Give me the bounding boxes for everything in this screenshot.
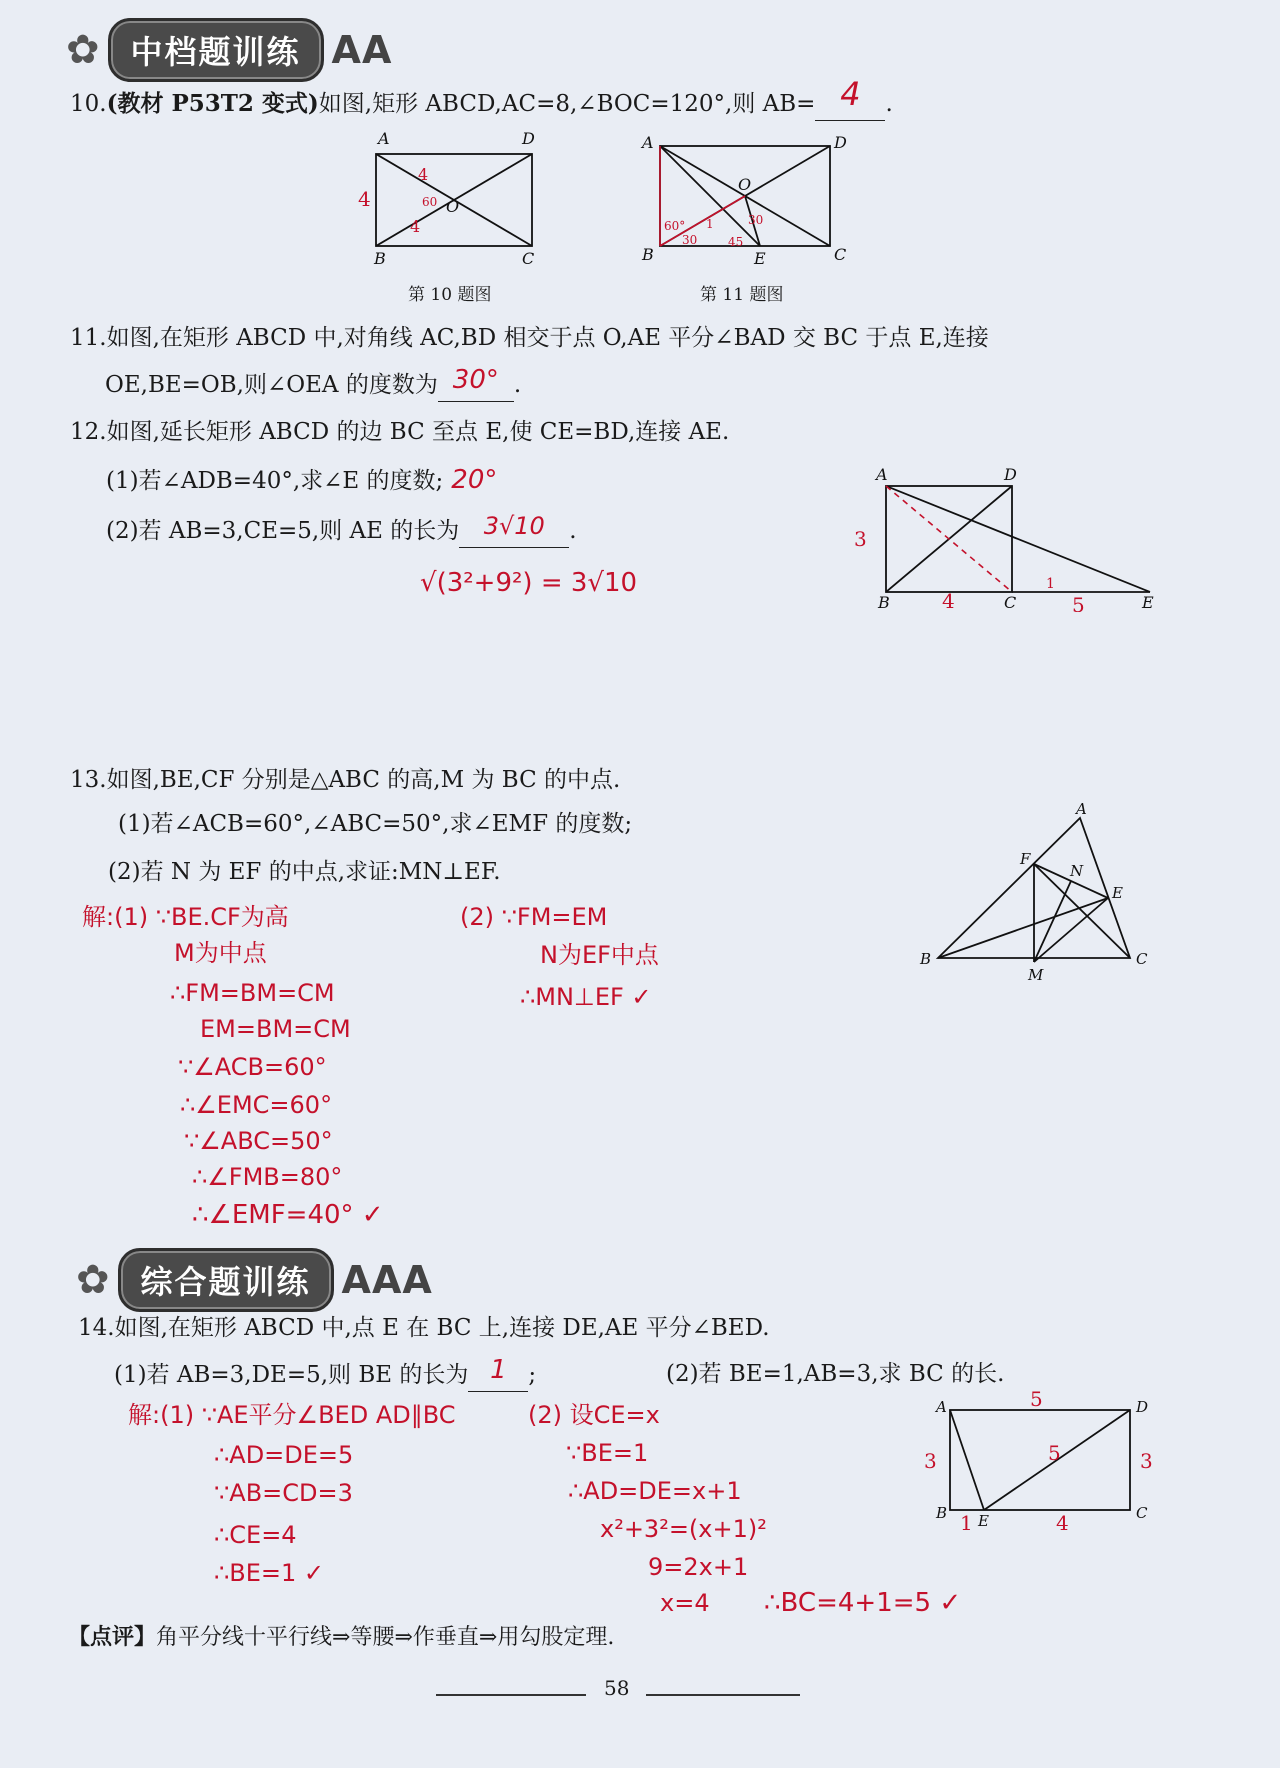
handwritten-work-13-1-line: M为中点 [174, 939, 267, 967]
label-e: E [1142, 593, 1154, 612]
label-a: A [936, 1398, 947, 1416]
note-ab: 3 [924, 1449, 937, 1473]
note-45: 45 [728, 235, 744, 249]
handwritten-work-14-2-line: x=4 [660, 1589, 710, 1617]
label-n: N [1070, 862, 1084, 880]
label-o: O [446, 197, 460, 216]
label-f: F [1020, 850, 1031, 868]
punct: . [885, 91, 893, 117]
note-1: 1 [706, 217, 714, 231]
comment [68, 1622, 614, 1654]
handwritten-work-14-2-line: 9=2x+1 [648, 1553, 749, 1581]
question-text: (1)若∠ADB=40°,求∠E 的度数; [106, 468, 444, 494]
note-de: 5 [1048, 1441, 1061, 1465]
section-title: 综合题训练 [118, 1248, 334, 1312]
label-b: B [920, 950, 932, 968]
question-13-part1 [118, 808, 632, 840]
page-number: 58 [604, 1676, 630, 1700]
figure-14 [920, 1390, 1170, 1530]
handwritten-work-13-1-line: ∵∠ABC=50° [184, 1127, 333, 1155]
question-text: OE,BE=OB,则∠OEA 的度数为 [105, 372, 438, 398]
question-12-part1 [106, 464, 497, 497]
rectangle-abcd [950, 1410, 1130, 1510]
handwritten-work-14-1-line: ∴AD=DE=5 [214, 1441, 354, 1469]
handwritten-work-14-2-line: ∵BE=1 [566, 1439, 649, 1467]
question-text: 如图,在矩形 ABCD 中,对角线 AC,BD 相交于点 O,AE 平分∠BAD 交 BC 于点 E,连接 [106, 325, 989, 351]
note-ce: 5 [1072, 593, 1085, 612]
handwritten-work-13-1-line: ∴∠EMC=60° [180, 1091, 333, 1119]
question-text: 如图,矩形 ABCD,AC=8,∠BOC=120°,则 AB= [318, 91, 816, 117]
handwritten-work-14-1-line: 解:(1) ∵AE平分∠BED AD∥BC [128, 1401, 456, 1429]
note-dc: 3 [1140, 1449, 1153, 1473]
label-c: C [1004, 593, 1017, 612]
comment-text: 角平分线十平行线⇒等腰⇒作垂直⇒用勾股定理. [156, 1625, 615, 1650]
label-c: C [522, 249, 535, 268]
note-ec: 4 [1056, 1511, 1069, 1530]
answer-blank [468, 1355, 528, 1392]
question-number: 11. [70, 325, 107, 351]
flower-icon: ✿ [66, 27, 100, 73]
question-number: 10. [70, 91, 107, 117]
flower-icon: ✿ [76, 1257, 110, 1303]
question-14-part2 [666, 1358, 1004, 1390]
label-d: D [1004, 465, 1017, 484]
label-e: E [978, 1512, 989, 1530]
note-ad: 5 [1030, 1390, 1043, 1411]
question-text: (2)若 N 为 EF 的中点,求证:MN⊥EF. [108, 859, 501, 885]
segment-ae [886, 486, 1150, 592]
handwritten-work-13-2-line: N为EF中点 [540, 941, 659, 969]
question-text: 如图,BE,CF 分别是△ABC 的高,M 为 BC 的中点. [106, 767, 621, 793]
question-10 [70, 75, 893, 121]
handwritten-work-14-1-line: ∴BE=1 ✓ [214, 1559, 325, 1587]
handwritten-work-14-2-line: ∴AD=DE=x+1 [568, 1477, 742, 1505]
label-d: D [1136, 1398, 1149, 1416]
handwritten-work-14-2-line: (2) 设CE=x [528, 1401, 660, 1429]
label-o: O [738, 175, 752, 194]
question-number: 14. [78, 1315, 115, 1341]
figure-12 [850, 462, 1170, 612]
punct: . [569, 518, 577, 544]
note-bc: 4 [942, 589, 955, 612]
question-14-part1 [114, 1355, 537, 1392]
handwritten-work-13-1-line: 解:(1) ∵BE.CF为高 [82, 903, 289, 931]
footer-rule-right [646, 1694, 800, 1696]
answer-blank [438, 365, 514, 402]
figure-11 [636, 128, 856, 268]
label-a: A [876, 465, 888, 484]
handwritten-work-14-2-line: ∴BC=4+1=5 ✓ [764, 1588, 962, 1618]
question-number: 13. [70, 767, 107, 793]
caption-fig-11: 第 11 题图 [700, 285, 784, 305]
segment-ae [950, 1410, 984, 1510]
handwritten-answer: 1 [490, 1355, 507, 1385]
note-ab: 3 [854, 527, 867, 551]
answer-blank [815, 75, 885, 121]
figure-13 [916, 800, 1166, 985]
handwritten-work-13-2-line: (2) ∵FM=EM [460, 903, 608, 931]
note-angle: 60 [422, 195, 438, 209]
section-title: 中档题训练 [108, 18, 324, 82]
label-m: M [1028, 966, 1044, 984]
caption-fig-10: 第 10 题图 [408, 285, 492, 305]
section-banner-medium [66, 18, 392, 82]
question-number: 12. [70, 419, 107, 445]
label-a: A [642, 133, 654, 152]
note-30b: 30 [748, 213, 764, 227]
label-d: D [834, 133, 847, 152]
question-13 [70, 764, 620, 796]
label-e: E [1112, 884, 1123, 902]
difficulty-level: AAA [341, 1258, 433, 1302]
note-tick: 1 [1046, 576, 1055, 592]
handwritten-work-13-1-line: EM=BM=CM [200, 1015, 351, 1043]
label-e: E [754, 249, 766, 268]
comment-tag: 【点评】 [68, 1625, 157, 1650]
question-14 [78, 1312, 770, 1344]
question-source: (教材 P53T2 变式) [106, 90, 319, 117]
note-bo: 4 [410, 217, 421, 236]
handwritten-answer: 30° [452, 365, 499, 395]
question-11 [70, 322, 989, 354]
label-a: A [378, 129, 390, 148]
question-text: (1)若∠ACB=60°,∠ABC=50°,求∠EMF 的度数; [118, 811, 633, 837]
handwritten-answer: 20° [451, 465, 498, 495]
question-text: 如图,延长矩形 ABCD 的边 BC 至点 E,使 CE=BD,连接 AE. [106, 419, 730, 445]
handwritten-work-13-1-line: ∴∠FMB=80° [192, 1163, 343, 1191]
label-d: D [522, 129, 535, 148]
question-13-part2 [108, 856, 501, 888]
question-11-line2 [105, 365, 522, 402]
label-b: B [878, 593, 890, 612]
question-12-part2 [106, 514, 577, 548]
note-be: 1 [960, 1511, 973, 1530]
handwritten-work-13-1-line: ∵∠ACB=60° [178, 1053, 327, 1081]
difficulty-level: AA [331, 28, 393, 72]
question-text: (2)若 AB=3,CE=5,则 AE 的长为 [106, 518, 460, 544]
note-60: 60° [664, 219, 686, 233]
handwritten-work-13-1-line: ∴FM=BM=CM [170, 979, 335, 1007]
label-c: C [1136, 1504, 1148, 1522]
segment-me [1034, 898, 1108, 962]
handwritten-work-14-1-line: ∴CE=4 [214, 1521, 297, 1549]
question-12 [70, 416, 729, 448]
handwritten-answer: 4 [840, 75, 861, 113]
answer-blank [459, 514, 569, 548]
punct: . [513, 372, 522, 398]
handwritten-work-13-1-line: ∴∠EMF=40° ✓ [192, 1200, 384, 1230]
handwritten-work-14-2-line: x²+3²=(x+1)² [600, 1515, 767, 1543]
note-30a: 30 [682, 233, 698, 247]
handwritten-work-14-1-line: ∵AB=CD=3 [214, 1479, 353, 1507]
label-b: B [936, 1504, 948, 1522]
figure-10 [350, 128, 550, 268]
label-b: B [642, 245, 654, 264]
question-text: (2)若 BE=1,AB=3,求 BC 的长. [666, 1361, 1005, 1387]
handwritten-work-13-2-line: ∴MN⊥EF ✓ [520, 983, 652, 1011]
footer-rule-left [436, 1694, 586, 1696]
section-banner-comprehensive [76, 1248, 433, 1312]
note-ab: 4 [358, 187, 371, 211]
altitude-be [938, 898, 1108, 958]
label-c: C [834, 245, 847, 264]
question-text: 如图,在矩形 ABCD 中,点 E 在 BC 上,连接 DE,AE 平分∠BED. [114, 1315, 770, 1341]
handwritten-answer: 3√10 [483, 512, 545, 540]
punct: ; [528, 1362, 537, 1388]
label-b: B [374, 249, 386, 268]
question-text: (1)若 AB=3,DE=5,则 BE 的长为 [114, 1362, 469, 1388]
handwritten-work: √(3²+9²) = 3√10 [420, 568, 638, 598]
label-a: A [1076, 800, 1087, 818]
note-ao: 4 [418, 165, 429, 184]
label-c: C [1136, 950, 1148, 968]
